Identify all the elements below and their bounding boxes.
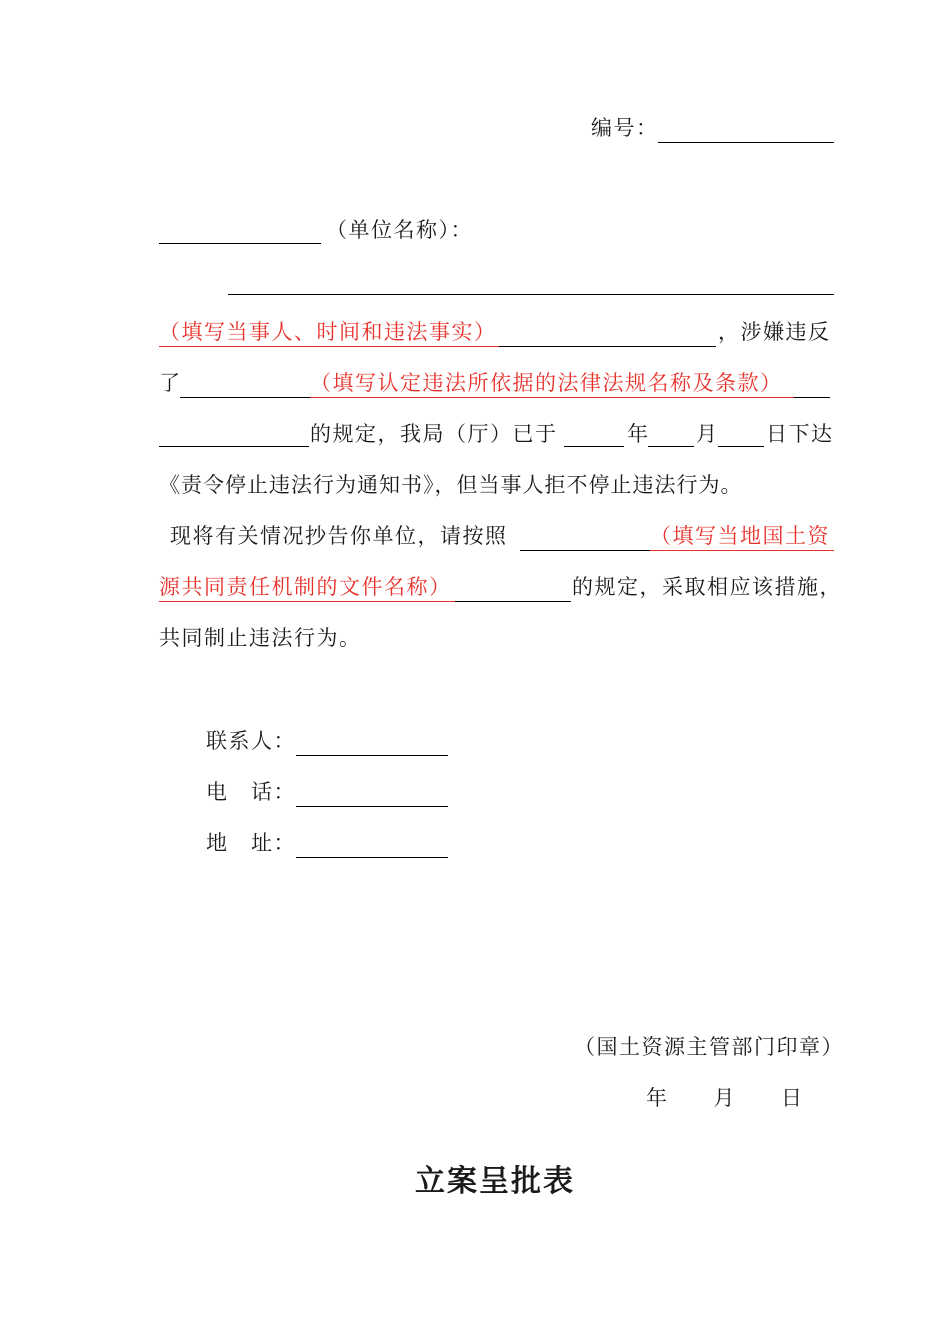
mechanism-blank-right[interactable] <box>455 601 571 602</box>
day-issue-text: 日下达 <box>766 422 834 446</box>
measures-text: 的规定，采取相应该措施， <box>572 575 842 599</box>
address-label: 地 址： <box>206 831 296 855</box>
year-text: 年 <box>627 422 650 446</box>
unit-name-blank[interactable] <box>159 243 321 244</box>
day-blank[interactable] <box>718 446 764 447</box>
hint-mechanism-underline-1 <box>650 550 834 551</box>
le-text: 了 <box>159 371 182 395</box>
phone-label: 电 话： <box>206 780 296 804</box>
address-blank[interactable] <box>296 857 448 858</box>
seal-text: （国土资源主管部门印章） <box>574 1035 844 1059</box>
next-page-title: 立案呈批表 <box>415 1164 575 1199</box>
phone-blank[interactable] <box>296 806 448 807</box>
closing-text: 共同制止违法行为。 <box>159 626 362 650</box>
hint-mechanism-2: 源共同责任机制的文件名称） <box>159 575 452 599</box>
number-label: 编号： <box>591 116 659 140</box>
hint-facts: （填写当事人、时间和违法事实） <box>159 320 497 344</box>
hint-mechanism-underline-2 <box>159 601 455 602</box>
date-text: 年 月 日 <box>646 1086 804 1110</box>
notice-sentence: 《责令停止违法行为通知书》，但当事人拒不停止违法行为。 <box>159 473 743 497</box>
contact-person-label: 联系人： <box>206 729 296 753</box>
month-blank[interactable] <box>648 446 694 447</box>
report-sentence: 现将有关情况抄告你单位，请按照 <box>170 524 508 548</box>
provision-blank[interactable] <box>159 446 309 447</box>
contact-person-blank[interactable] <box>296 755 448 756</box>
suspected-violation-text: ，涉嫌违反 <box>718 320 831 344</box>
year-blank[interactable] <box>564 446 624 447</box>
party-blank[interactable] <box>228 294 834 295</box>
hint-law: （填写认定违法所依据的法律法规名称及条款） <box>310 371 783 395</box>
provision-text: 的规定，我局（厅）已于 <box>310 422 558 446</box>
hint-mechanism-1: （填写当地国土资 <box>650 524 830 548</box>
number-blank[interactable] <box>658 142 834 143</box>
law-blank-left[interactable] <box>180 397 310 398</box>
facts-blank[interactable] <box>499 346 716 347</box>
hint-facts-underline <box>159 346 499 347</box>
unit-name-label: （单位名称）： <box>326 218 473 242</box>
hint-law-underline <box>310 397 794 398</box>
month-text: 月 <box>696 422 719 446</box>
mechanism-blank-left[interactable] <box>520 550 650 551</box>
law-blank-right[interactable] <box>794 397 830 398</box>
